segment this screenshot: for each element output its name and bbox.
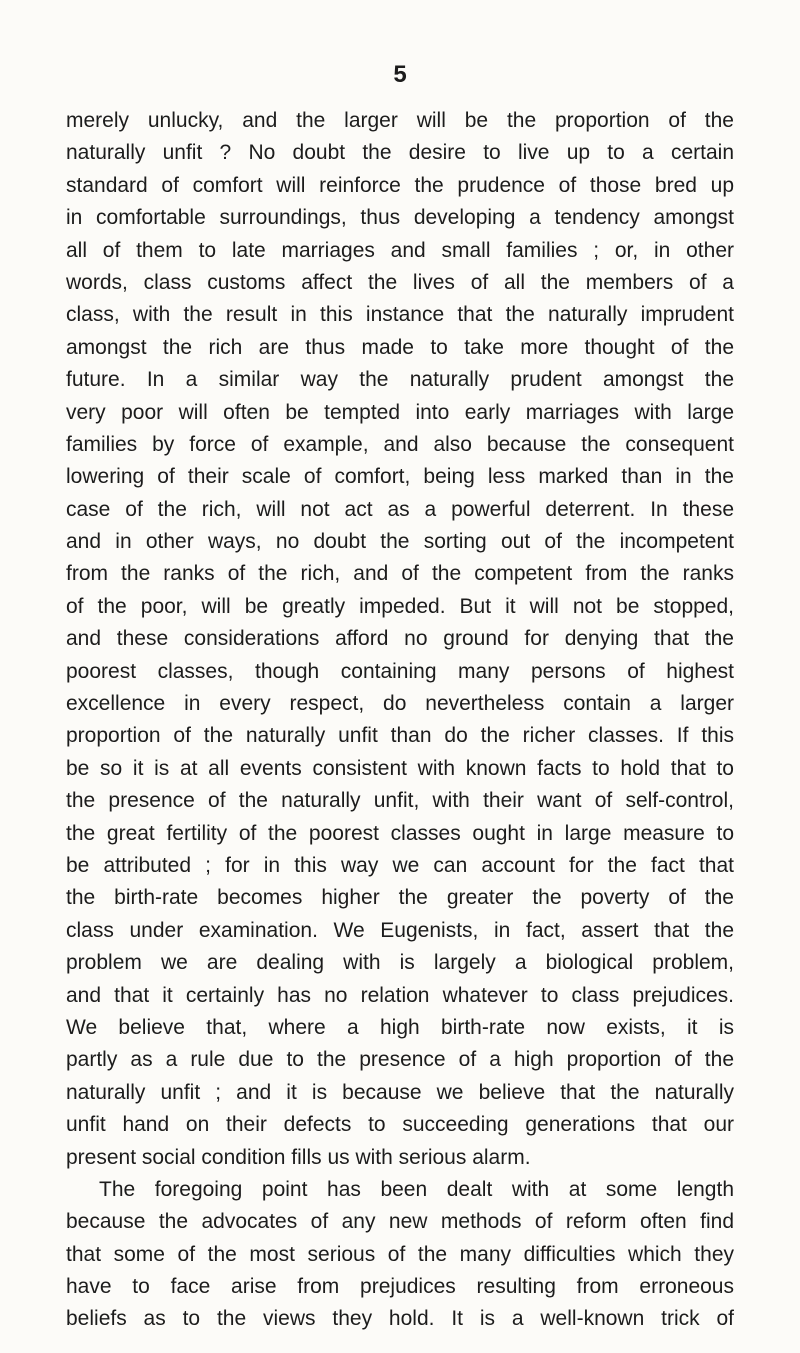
text-line: the great fertility of the poorest classes ought in large measure to: [66, 821, 734, 845]
text-line: and that it certainly has no relation whatever to class prejudices.: [66, 983, 734, 1007]
page-number: 5: [393, 61, 407, 88]
text-line: because the advocates of any new methods of reform often find: [66, 1210, 734, 1234]
text-line: class, with the result in this instance that the naturally imprudent: [66, 303, 734, 327]
text-line: have to face arise from prejudices resulting from erroneous: [66, 1275, 734, 1299]
text-line: families by force of example, and also because the consequent: [66, 432, 734, 456]
text-line: merely unlucky, and the larger will be the proportion of the: [66, 109, 734, 132]
text-line: proportion of the naturally unfit than do the richer classes. If this: [66, 724, 734, 748]
text-line: of the poor, will be greatly impeded. But it will not be stopped,: [66, 594, 734, 618]
text-line: words, class customs affect the lives of all the members of a: [66, 270, 734, 294]
text-line: and in other ways, no doubt the sorting out of the incompetent: [66, 530, 734, 554]
paragraph-start-line: The foregoing point has been dealt with at some length: [99, 1177, 734, 1201]
text-line: poorest classes, though containing many persons of highest: [66, 659, 734, 683]
body-text: [66, 105, 734, 1336]
text-line: unfit hand on their defects to succeeding generations that our: [66, 1113, 734, 1137]
text-line: and these considerations afford no ground for denying that the: [66, 627, 734, 651]
text-line: in comfortable surroundings, thus developing a tendency amongst: [66, 206, 734, 230]
text-line: very poor will often be tempted into early marriages with large: [66, 400, 734, 424]
text-line: lowering of their scale of comfort, being less marked than in the: [66, 465, 734, 489]
text-line: be so it is at all events consistent with known facts to hold that to: [66, 756, 734, 780]
text-line: future. In a similar way the naturally prudent amongst the: [66, 368, 734, 392]
paragraph-end-line: present social condition fills us with serious alarm.: [66, 1145, 531, 1169]
text-line: We believe that, where a high birth-rate now exists, it is: [66, 1015, 734, 1039]
text-line: from the ranks of the rich, and of the competent from the ranks: [66, 562, 734, 586]
text-line: naturally unfit ; and it is because we believe that the naturally: [66, 1080, 734, 1104]
text-line: beliefs as to the views they hold. It is a well-known trick of: [66, 1307, 734, 1331]
text-line: case of the rich, will not act as a powerful deterrent. In these: [66, 497, 734, 521]
text-line: standard of comfort will reinforce the prudence of those bred up: [66, 173, 734, 197]
text-line: amongst the rich are thus made to take more thought of the: [66, 335, 734, 359]
text-line: naturally unfit ? No doubt the desire to live up to a certain: [66, 141, 734, 165]
text-line: all of them to late marriages and small families ; or, in other: [66, 238, 734, 262]
text-line: the presence of the naturally unfit, with their want of self-control,: [66, 789, 734, 813]
text-line: excellence in every respect, do nevertheless contain a larger: [66, 692, 734, 716]
text-line: problem we are dealing with is largely a biological problem,: [66, 951, 734, 975]
text-line: that some of the most serious of the many difficulties which they: [66, 1242, 734, 1266]
text-line: class under examination. We Eugenists, in fact, assert that the: [66, 918, 734, 942]
text-line: partly as a rule due to the presence of a high proportion of the: [66, 1048, 734, 1072]
text-line: the birth-rate becomes higher the greater the poverty of the: [66, 886, 734, 910]
text-line: be attributed ; for in this way we can account for the fact that: [66, 853, 734, 877]
